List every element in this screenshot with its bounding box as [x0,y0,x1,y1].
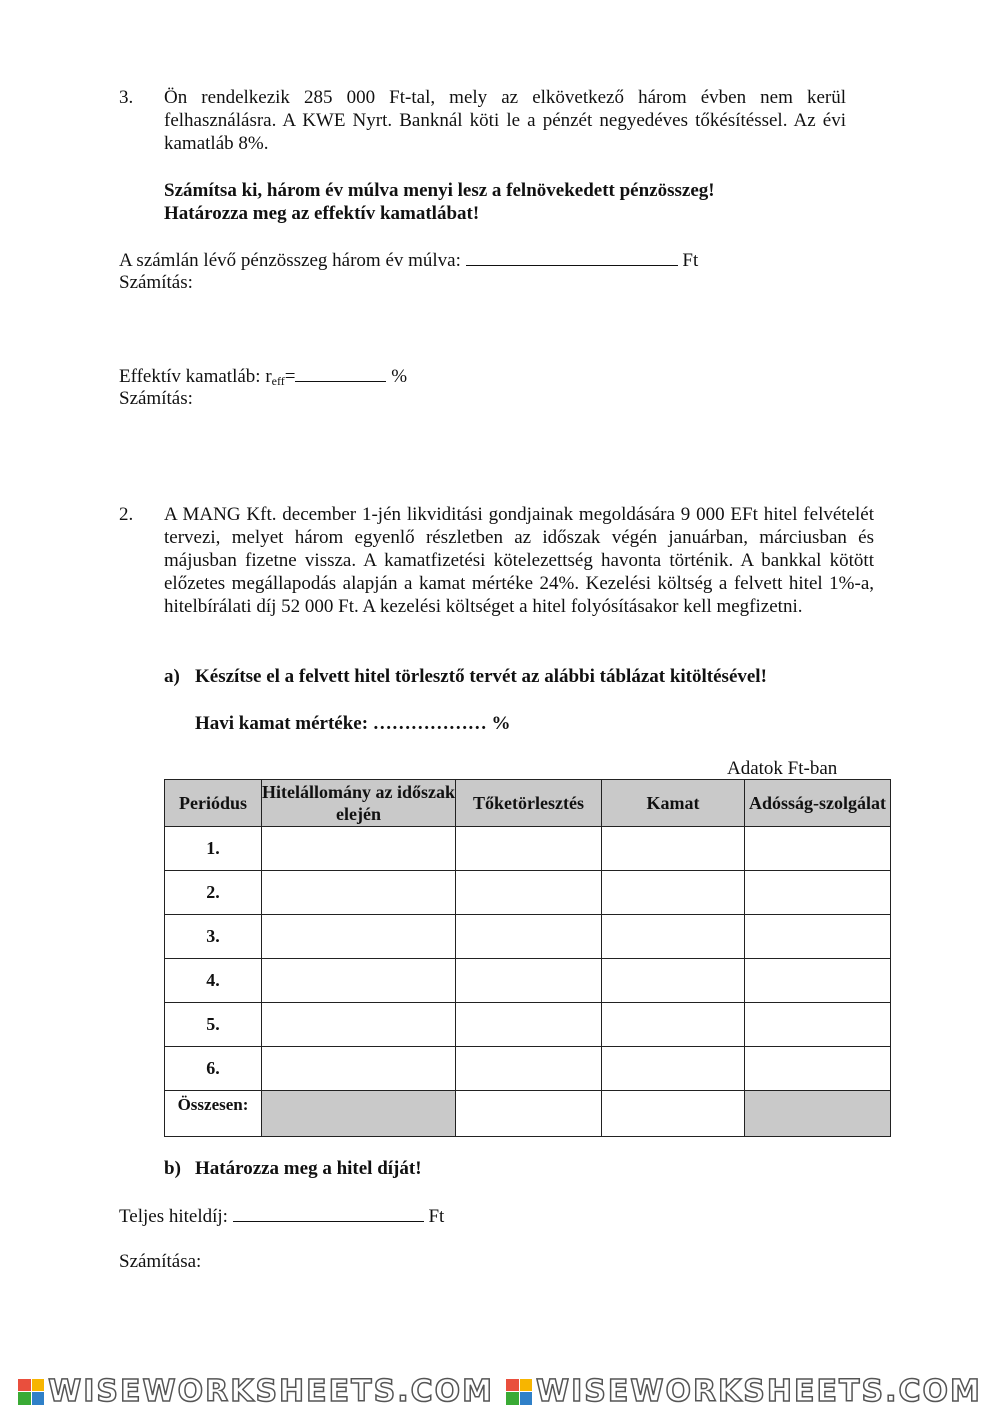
calc-label-2: Számítás: [119,388,193,409]
effective-rate-answer-field[interactable] [295,364,386,382]
balance-cell[interactable] [262,871,456,915]
balance-cell[interactable] [262,959,456,1003]
fee-unit: Ft [428,1206,445,1227]
balance-cell[interactable] [262,1047,456,1091]
debt-service-cell[interactable] [745,915,891,959]
part-b-text: Határozza meg a hitel díját! [195,1158,422,1179]
header-interest: Kamat [602,780,745,827]
table-header-row [165,780,891,827]
period-cell: 2. [165,871,262,915]
interest-cell[interactable] [602,1047,745,1091]
interest-cell[interactable] [602,871,745,915]
effective-rate-subscript: eff [271,374,285,388]
debt-service-cell[interactable] [745,1003,891,1047]
wiseworksheets-logo-icon [506,1379,532,1405]
fee-label: Teljes hiteldíj: [119,1206,228,1227]
header-debt-service: Adósság-szolgálat [745,780,891,827]
effective-rate-unit: % [391,366,408,387]
table-row [165,827,891,871]
fee-answer-field[interactable] [233,1204,424,1222]
task2-intro: A MANG Kft. december 1-jén likviditási gondjainak megoldására 9 000 EFt hitel felvételét tervezi, melyet három egyenlő részletben az időszak végén januárban, márciusban és májusban fizetne vissza. A kamatfizetési kötelezettség havonta történik. A bankkal kötött előzetes megállapodás alapján a kamat mértéke 24%. Kezelési költség a felvett hitel 1%-a, hitelbírálati díj 52 000 Ft. A kezelési költséget a hitel folyósításakor kell megfizetni. [164,504,874,617]
interest-cell[interactable] [602,827,745,871]
interest-cell[interactable] [602,915,745,959]
debt-service-cell[interactable] [745,871,891,915]
table-total-row [165,1091,891,1137]
principal-cell[interactable] [456,1047,602,1091]
amount-row [119,248,698,272]
total-principal-cell[interactable] [456,1091,602,1137]
total-label: Összesen: [165,1091,262,1137]
fee-row [119,1204,444,1228]
brand-text: WISEWORKSHEETS.COM [48,1374,494,1409]
debt-service-cell[interactable] [745,959,891,1003]
part-a-label: a) [164,666,180,687]
period-cell: 1. [165,827,262,871]
amount-label: A számlán lévő pénzösszeg három év múlva: [119,250,461,271]
part-a-text: Készítse el a felvett hitel törlesztő tervét az alábbi táblázat kitöltésével! [195,666,767,687]
amount-unit: Ft [682,250,699,271]
task3-instruction-1: Számítsa ki, három év múlva menyi lesz a felnövekedett pénzösszeg! [164,180,715,201]
principal-cell[interactable] [456,827,602,871]
header-period: Periódus [165,780,262,827]
principal-cell[interactable] [456,959,602,1003]
period-cell: 6. [165,1047,262,1091]
monthly-rate[interactable]: Havi kamat mértéke: ……………… % [195,713,511,734]
total-balance-cell-disabled [262,1091,456,1137]
amount-answer-field[interactable] [466,248,678,266]
header-principal: Tőketörlesztés [456,780,602,827]
table-row [165,871,891,915]
interest-cell[interactable] [602,959,745,1003]
total-interest-cell[interactable] [602,1091,745,1137]
effective-rate-equals: = [284,366,296,387]
table-row [165,1003,891,1047]
debt-service-cell[interactable] [745,827,891,871]
period-cell: 3. [165,915,262,959]
table-row [165,1047,891,1091]
balance-cell[interactable] [262,915,456,959]
part-b-label: b) [164,1158,181,1179]
table-row [165,959,891,1003]
debt-service-cell[interactable] [745,1047,891,1091]
task3-instruction-2: Határozza meg az effektív kamatlábat! [164,203,480,224]
header-balance: Hitelállomány az időszak elején [262,780,456,827]
task3-intro: Ön rendelkezik 285 000 Ft-tal, mely az elkövetkező három évben nem kerül felhasználásra. A KWE Nyrt. Banknál köti le a pénzét negyedéves tőkésítéssel. Az évi kamatláb 8%. [164,87,846,154]
footer-watermark [0,1372,1000,1411]
task2-number: 2. [119,504,134,525]
principal-cell[interactable] [456,915,602,959]
principal-cell[interactable] [456,871,602,915]
interest-cell[interactable] [602,1003,745,1047]
calc-label-1: Számítás: [119,272,193,293]
calc-label-3: Számítása: [119,1251,202,1272]
period-cell: 4. [165,959,262,1003]
principal-cell[interactable] [456,1003,602,1047]
balance-cell[interactable] [262,827,456,871]
task3-number: 3. [119,87,134,108]
period-cell: 5. [165,1003,262,1047]
table-row [165,915,891,959]
effective-rate-label: Effektív kamatláb: r [119,366,272,387]
table-note: Adatok Ft-ban [727,758,838,779]
wiseworksheets-logo-icon [18,1379,44,1405]
total-debt-service-cell-disabled [745,1091,891,1137]
amortization-table [164,779,891,1137]
balance-cell[interactable] [262,1003,456,1047]
brand-text: WISEWORKSHEETS.COM [536,1374,982,1409]
effective-rate-row [119,364,407,388]
